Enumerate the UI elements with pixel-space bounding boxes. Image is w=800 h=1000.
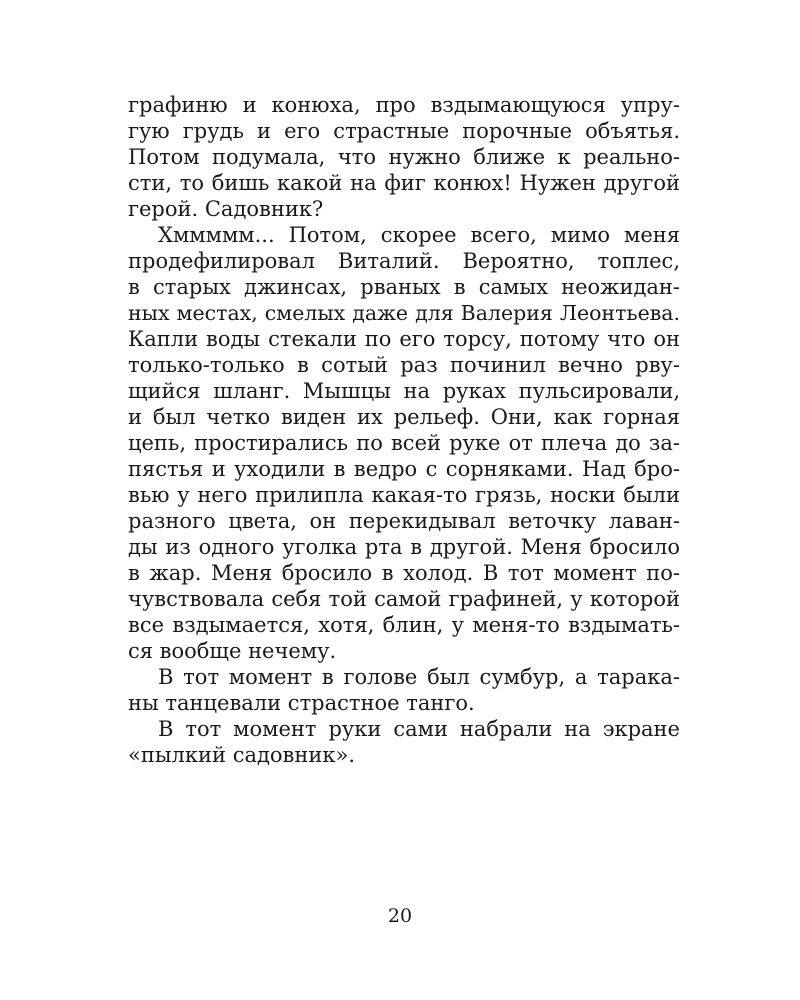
text-line: продефилировал Виталий. Вероятно, топлес, (128, 249, 680, 273)
page-number: 20 (387, 905, 413, 927)
text-line: графиню и конюха, про вздымающуюся упру- (128, 93, 680, 117)
text-line: в жар. Меня бросило в холод. В тот момент по- (128, 561, 680, 585)
text-line: разного цвета, он перекидывал веточку лаван- (128, 509, 680, 533)
text-line: герой. Садовник? (128, 197, 324, 221)
text-line: Хммммм... Потом, скорее всего, мимо меня (158, 223, 680, 247)
text-line: гую грудь и его страстные порочные объятья. (128, 119, 680, 143)
text-line: цепь, простирались по всей руке от плеча до за- (128, 431, 680, 455)
text-line: ды из одного уголка рта в другой. Меня бросило (128, 535, 680, 559)
text-line: ся вообще нечему. (128, 639, 337, 663)
text-line: «пылкий садовник». (128, 743, 356, 767)
text-line: В тот момент в голове был сумбур, а тарака- (158, 665, 680, 689)
text-line: все вздымается, хотя, блин, у меня-то вздымать- (128, 613, 680, 637)
text-line: ных местах, смелых даже для Валерия Леонтьева. (128, 301, 680, 325)
text-line: только-только в сотый раз починил вечно рву- (128, 353, 680, 377)
text-line: и был четко виден их рельеф. Они, как горная (128, 405, 680, 429)
text-line: в старых джинсах, рваных в самых неожидан- (128, 275, 680, 299)
text-line: ны танцевали страстное танго. (128, 691, 475, 715)
text-line: чувствовала себя той самой графиней, у которой (128, 587, 680, 611)
text-line: пястья и уходили в ведро с сорняками. Над бро- (128, 457, 680, 481)
body-text (128, 92, 680, 768)
text-line: Капли воды стекали по его торсу, потому что он (128, 327, 680, 351)
text-line: В тот момент руки сами набрали на экране (158, 717, 680, 741)
text-line: щийся шланг. Мышцы на руках пульсировали, (128, 379, 680, 403)
text-line: вью у него прилипла какая-то грязь, носки были (128, 483, 680, 507)
text-line: Потом подумала, что нужно ближе к реально- (128, 145, 680, 169)
text-line: сти, то бишь какой на фиг конюх! Нужен другой (128, 171, 680, 195)
